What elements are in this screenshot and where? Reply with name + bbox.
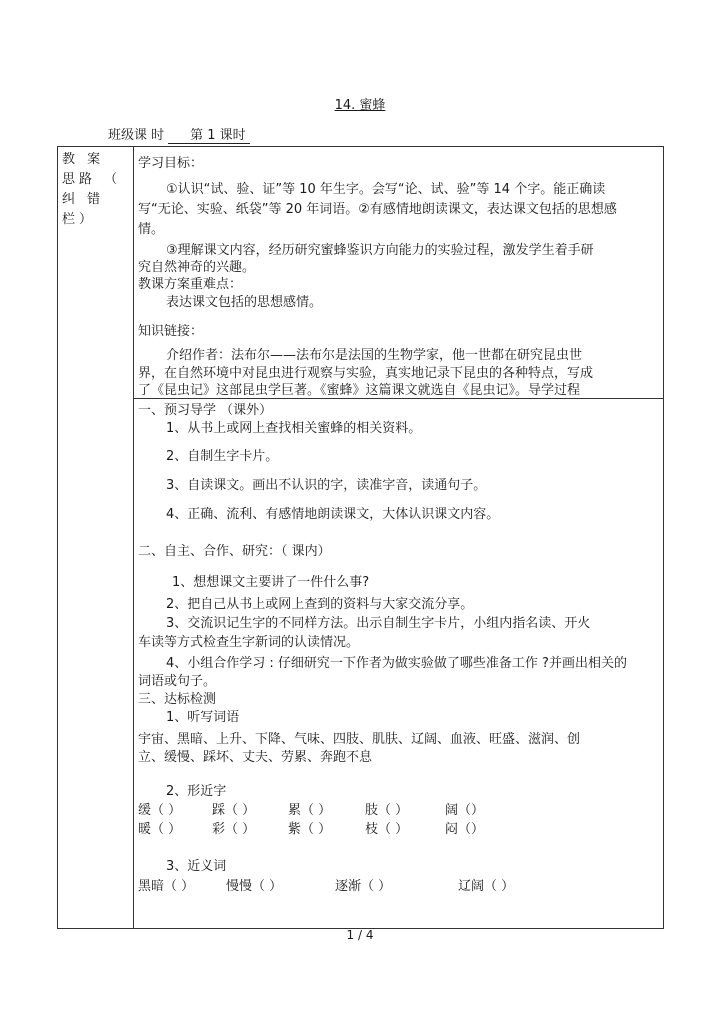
- similar-char-cell: 枝（ ）: [365, 822, 409, 837]
- objectives-line-3: 情。: [138, 222, 165, 237]
- similar-char-cell: 彩（ ）: [212, 822, 256, 837]
- class-period-label: 班级课 时: [108, 128, 165, 143]
- objectives-line-1: ①认识“试、验、证”等 10 年生字。会写“论、试、验”等 14 个字。能正确读: [166, 182, 606, 197]
- author-intro-line-3: 了《昆虫记》这部昆虫学巨著。《蜜蜂》这篇课文就选自《昆虫记》。导学过程: [138, 383, 581, 398]
- synonyms-heading: 3、近义词: [166, 859, 227, 874]
- author-intro-line-1: 介绍作者：法布尔——法布尔是法国的生物学家，他一世都在研究昆虫世: [166, 348, 583, 363]
- similar-char-cell: 暖（ ）: [138, 822, 182, 837]
- inclass-item-4-cont: 词语或句子。: [138, 674, 217, 689]
- similar-char-cell: 踩（ ）: [212, 803, 256, 818]
- column-divider: [133, 146, 134, 928]
- similar-char-cell: 累（ ）: [288, 803, 332, 818]
- preview-item-2: 2、自制生字卡片。: [166, 449, 279, 464]
- key-points-text: 表达课文包括的思想感情。: [166, 295, 323, 310]
- lesson-notes-label: 教 案 思路 （ 纠 错 栏）: [62, 152, 122, 227]
- inclass-item-1: 1、想想课文主要讲了一件什么事?: [172, 575, 370, 590]
- synonym-cell: 黑暗（ ）: [138, 879, 195, 894]
- page-number: 1 / 4: [346, 928, 374, 942]
- inclass-item-2: 2、把自己从书上或网上查到的资料与大家交流分享。: [166, 597, 474, 612]
- table-left-border: [57, 146, 58, 928]
- dictation-heading: 1、听写词语: [166, 710, 240, 725]
- similar-char-cell: 肢（ ）: [365, 803, 409, 818]
- similar-char-cell: 缓（ ）: [138, 803, 182, 818]
- similar-char-cell: 闷（）: [445, 822, 485, 837]
- preview-item-4: 4、正确、流利、有感情地朗读课文，大体认识课文内容。: [166, 507, 500, 522]
- author-intro-line-2: 界，在自然环境中对昆虫进行观察与实验，真实地记录下昆虫的各种特点，写成: [138, 366, 594, 381]
- synonym-cell: 逐渐（ ）: [335, 879, 392, 894]
- preview-item-3: 3、自读课文。画出不认识的字，读准字音，读通句子。: [166, 478, 487, 493]
- inclass-item-3-cont: 车读等方式检查生字新词的认读情况。: [138, 635, 360, 650]
- inclass-heading: 二、自主、合作、研究：（ 课内）: [138, 544, 331, 559]
- objectives-line-4: ③理解课文内容，经历研究蜜蜂鉴识方向能力的实验过程，激发学生着手研: [166, 243, 594, 258]
- preview-item-1: 1、从书上或网上查找相关蜜蜂的相关资料。: [166, 421, 422, 436]
- key-points-heading: 教课方案重难点：: [138, 277, 243, 292]
- class-period-line: [108, 124, 250, 144]
- similar-char-cell: 阔（）: [445, 803, 485, 818]
- class-period-value: 第 1 课时: [168, 124, 250, 144]
- dictation-words-line-2: 立、缓慢、踩坏、丈夫、劳累、奔跑不息: [138, 750, 373, 765]
- inclass-item-4: 4、小组合作学习 : 仔细研究一下作者为做实验做了哪些准备工作 ?并画出相关的: [166, 656, 627, 671]
- objectives-heading: 学习目标：: [138, 156, 204, 171]
- knowledge-link-heading: 知识链接：: [138, 324, 204, 339]
- synonym-cell: 慢慢（ ）: [226, 879, 283, 894]
- objectives-line-5: 究自然神奇的兴趣。: [138, 260, 256, 275]
- inclass-item-3: 3、交流识记生字的不同样方法。出示自制生字卡片，小组内指名读、开火: [166, 616, 591, 631]
- similar-char-cell: 紫（ ）: [288, 822, 332, 837]
- table-right-border: [663, 146, 664, 928]
- assessment-heading: 三、达标检测: [138, 692, 217, 707]
- dictation-words-line-1: 宇宙、黑暗、上升、下降、气味、四肢、肌肤、辽阔、血液、旺盛、滋润、创: [138, 732, 581, 747]
- table-top-border: [57, 146, 664, 147]
- similar-chars-heading: 2、形近字: [166, 784, 227, 799]
- preview-heading: 一、预习导学 （课外）: [138, 403, 273, 418]
- synonym-cell: 辽阔（ ）: [458, 879, 515, 894]
- document-title: 14. 蜜蜂: [334, 98, 386, 113]
- objectives-line-2: 写“无论、实验、纸袋”等 20 年词语。②有感情地朗读课文，表达课文包括的思想感: [138, 202, 617, 217]
